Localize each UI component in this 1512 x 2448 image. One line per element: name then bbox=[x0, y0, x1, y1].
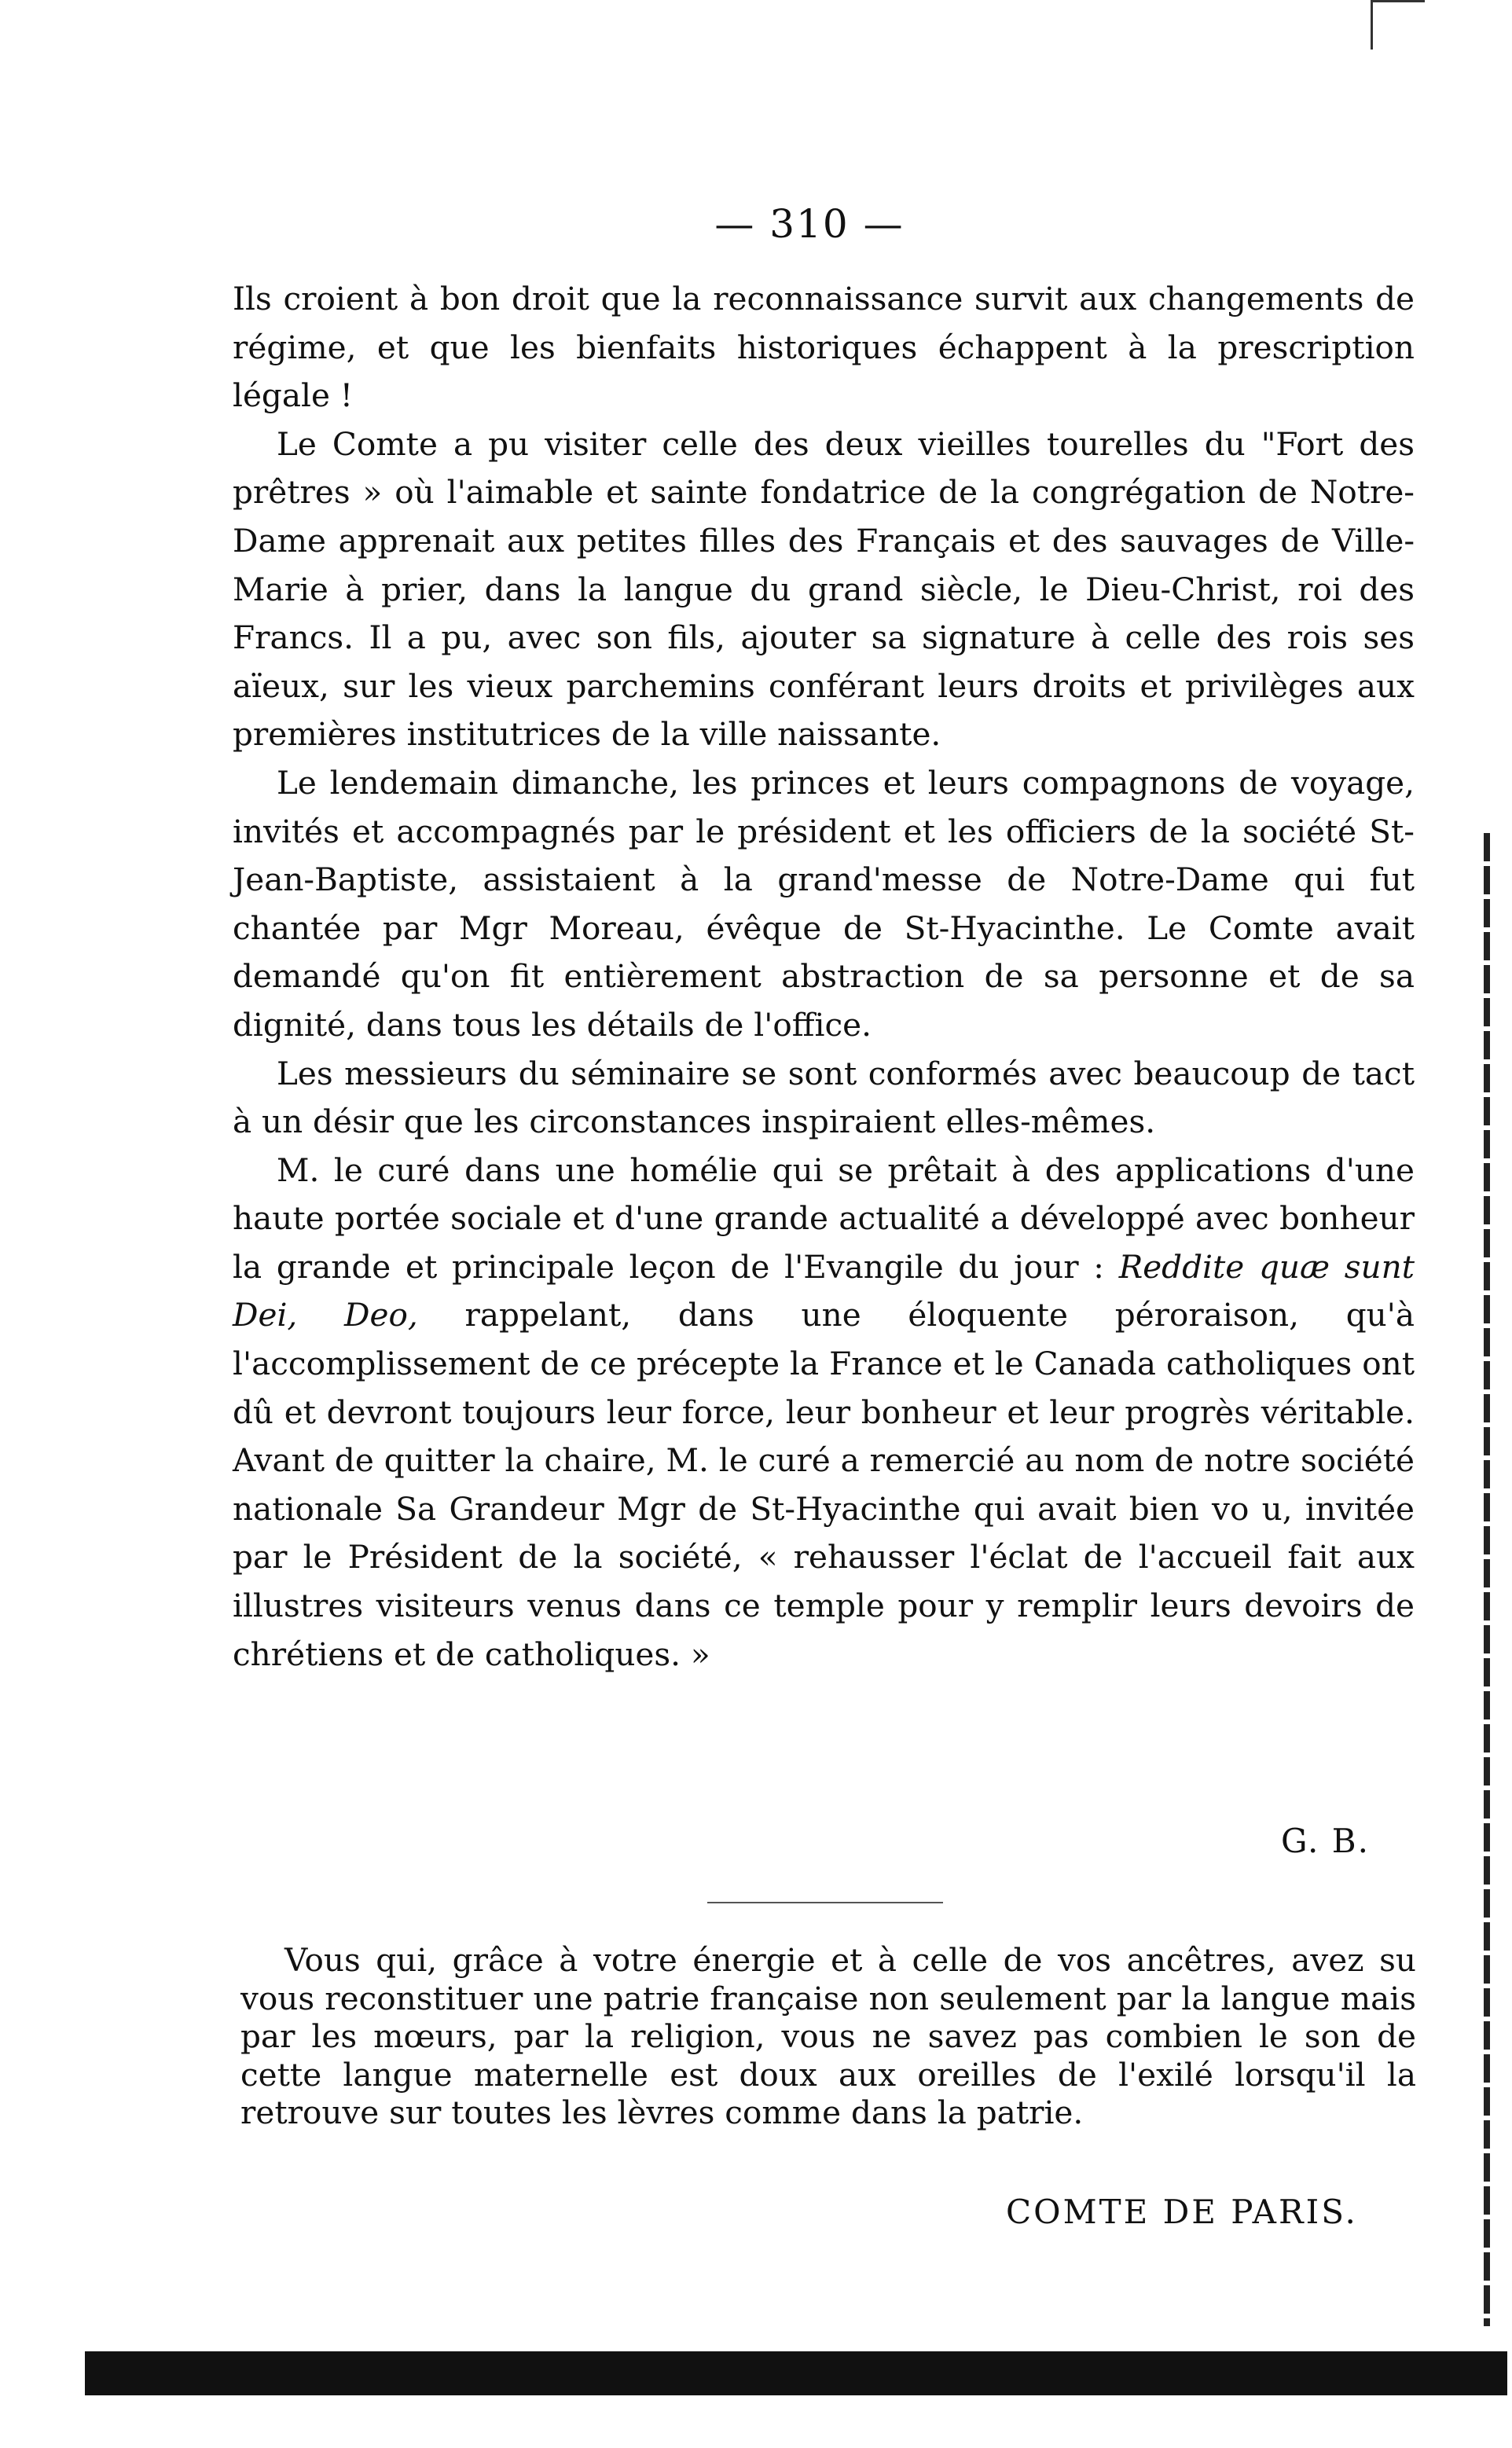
paragraph-1: Ils croient à bon droit que la reconnaissance survit aux changements de régime, et que les bienfaits historiques échappent à la prescription légale ! bbox=[233, 280, 1415, 415]
quote-paragraph: Vous qui, grâce à votre énergie et à celle de vos ancêtres, avez su vous reconstituer une patrie française non seulement par la langue mais par les mœurs, par la religion, vous ne savez pas combien le son de cette langue maternelle est doux aux oreilles de l'exilé lorsqu'il la retrouve sur toutes les lèvres comme dans la patrie. bbox=[240, 1941, 1416, 2132]
scan-corner-mark bbox=[1371, 0, 1425, 50]
paragraph-3: Le lendemain dimanche, les princes et leurs compagnons de voyage, invités et accompagnés par le président et les officiers de la société St-Jean-Baptiste, assistaient à la grand'messe de Notre-Dame qui fut chantée par Mgr Moreau, évêque de St-Hyacinthe. Le Comte avait demandé qu'on fit entièrement abstraction de sa personne et de sa dignité, dans tous les détails de l'office. bbox=[233, 763, 1415, 1044]
article-body bbox=[233, 275, 1415, 1679]
paragraph-5 bbox=[233, 1147, 1415, 1679]
quote-signature: COMTE DE PARIS. bbox=[1006, 2193, 1358, 2231]
scan-edge-shadow bbox=[1484, 833, 1490, 2326]
paragraph-2: Le Comte a pu visiter celle des deux vieilles tourelles du "Fort des prêtres » où l'aimable et sainte fondatrice de la congrégation de Notre-Dame apprenait aux petites filles des Français et des sauvages de Ville-Marie à prier, dans la langue du grand siècle, le Dieu-Christ, roi des Francs. Il a pu, avec son fils, ajouter sa signature à celle des rois ses aïeux, sur les vieux parchemins conférant leurs droits et privilèges aux premières institutrices de la ville naissante. bbox=[233, 424, 1415, 754]
author-signature: G. B. bbox=[1281, 1822, 1370, 1860]
section-divider bbox=[707, 1902, 943, 1903]
paragraph-5-end: rappelant, dans une éloquente péroraison, qu'à l'accomplissement de ce précepte la France et le Canada catholiques ont dû et devront toujours leur force, leur bonheur et leur progrès véritable. Avant de quitter la chaire, M. le curé a remercié au nom de notre société nationale Sa Grandeur Mgr de St-Hyacinthe qui avait bien vo u, invitée par le Président de la société, « rehausser l'éclat de l'accueil fait aux illustres visiteurs venus dans ce temple pour y remplir leurs devoirs de chrétiens et de catholiques. » bbox=[233, 1296, 1415, 1673]
epigraph-quote bbox=[240, 1941, 1416, 2132]
page-number: — 310 — bbox=[714, 201, 905, 247]
paragraph-4: Les messieurs du séminaire se sont conformés avec beaucoup de tact à un désir que les circonstances inspiraient elles-mêmes. bbox=[233, 1054, 1415, 1141]
bottom-black-band bbox=[85, 2351, 1507, 2395]
latin-quotation: Reddite quæ sunt Dei, Deo, bbox=[233, 1247, 1415, 1334]
paragraph-5-start: M. le curé dans une homélie qui se prêtait à des applications d'une haute portée sociale et d'une grande actualité a développé avec bonheur la grande et principale leçon de l'Evangile du jour : bbox=[233, 1151, 1415, 1286]
